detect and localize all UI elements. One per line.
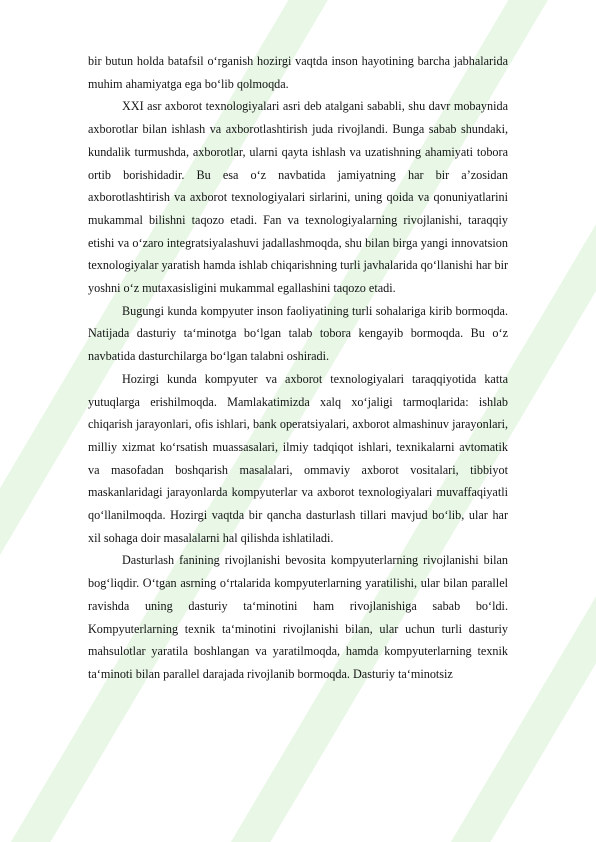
document-body: [88, 50, 508, 686]
paragraph-2: XXI asr axborot texnologiyalari asri deb atalgani sababli, shu davr mobaynida axborotlar bilan ishlash va axborotlashtirish juda rivojlandi. Bunga sabab shundaki, kundalik turmushda, axborotlar, ularni qayta ishlash va uzatishning ahamiyati tobora ortib borishidadir. Bu esa o‘z navbatida jamiyatning har bir a’zosidan axborotlashtirish va axborot texnologiyalari sirlarini, uning qoida va qonuniyatlarini mukammal bilishni taqozo etadi. Fan va texnologiyalarning rivojlanishi, taraqqiy etishi va o‘zaro integratsiyalashuvi jadallashmoqda, shu bilan birga yangi innovatsion texnologiyalar yaratish hamda ishlab chiqarishning turli javhalarida qo‘llanishi har bir yoshni o‘z mutaxasisligini mukammal egallashini taqozo etadi.: [88, 99, 509, 296]
paragraph-1: bir butun holda batafsil o‘rganish hozirgi vaqtda inson hayotining barcha jabhalarida muhim ahamiyatga ega bo‘lib qolmoqda.: [88, 54, 508, 91]
paragraph-3: Bugungi kunda kompyuter inson faoliyatining turli sohalariga kirib bormoqda. Natijada dasturiy ta‘minotga bo‘lgan talab tobora kengayib bormoqda. Bu o‘z navbatida dasturchilarga bo‘lgan talabni oshiradi.: [88, 303, 508, 364]
paragraph-5: Dasturlash fanining rivojlanishi bevosita kompyuterlarning rivojlanishi bilan bog‘liqdir. O‘tgan asrning o‘rtalarida kompyuterlarning yaratilishi, ular bilan parallel ravishda uning dasturiy ta‘minotini ham rivojlanishiga sabab bo‘ldi. Kompyuterlarning texnik ta‘minotini rivojlanishi bilan, ular uchun turli dasturiy mahsulotlar yaratila boshlangan va yaratilmoqda, hamda kompyuterlarning texnik ta‘minoti bilan parallel darajada rivojlanib bormoqda. Dasturiy ta‘minotsiz: [88, 553, 508, 681]
paragraph-4: Hozirgi kunda kompyuter va axborot texnologiyalari taraqqiyotida katta yutuqlarga erishilmoqda. Mamlakatimizda xalq xo‘jaligi tarmoqlarida: ishlab chiqarish jarayonlari, ofis ishlari, bank operatsiyalari, axborot almashinuv jarayonlari, milliy xizmat ko‘rsatish muassasalari, ilmiy tadqiqot ishlari, texnikalarni avtomatik va masofadan boshqarish masalalari, ommaviy axborot vositalari, tibbiyot maskanlaridagi jarayonlarda kompyuterlar va axborot texnologiyalari muvaffaqiyatli qo‘llanilmoqda. Hozirgi vaqtda bir qancha dasturlash tillari mavjud bo‘lib, ular har xil sohaga doir masalalarni hal qilishda ishlatiladi.: [88, 371, 508, 545]
